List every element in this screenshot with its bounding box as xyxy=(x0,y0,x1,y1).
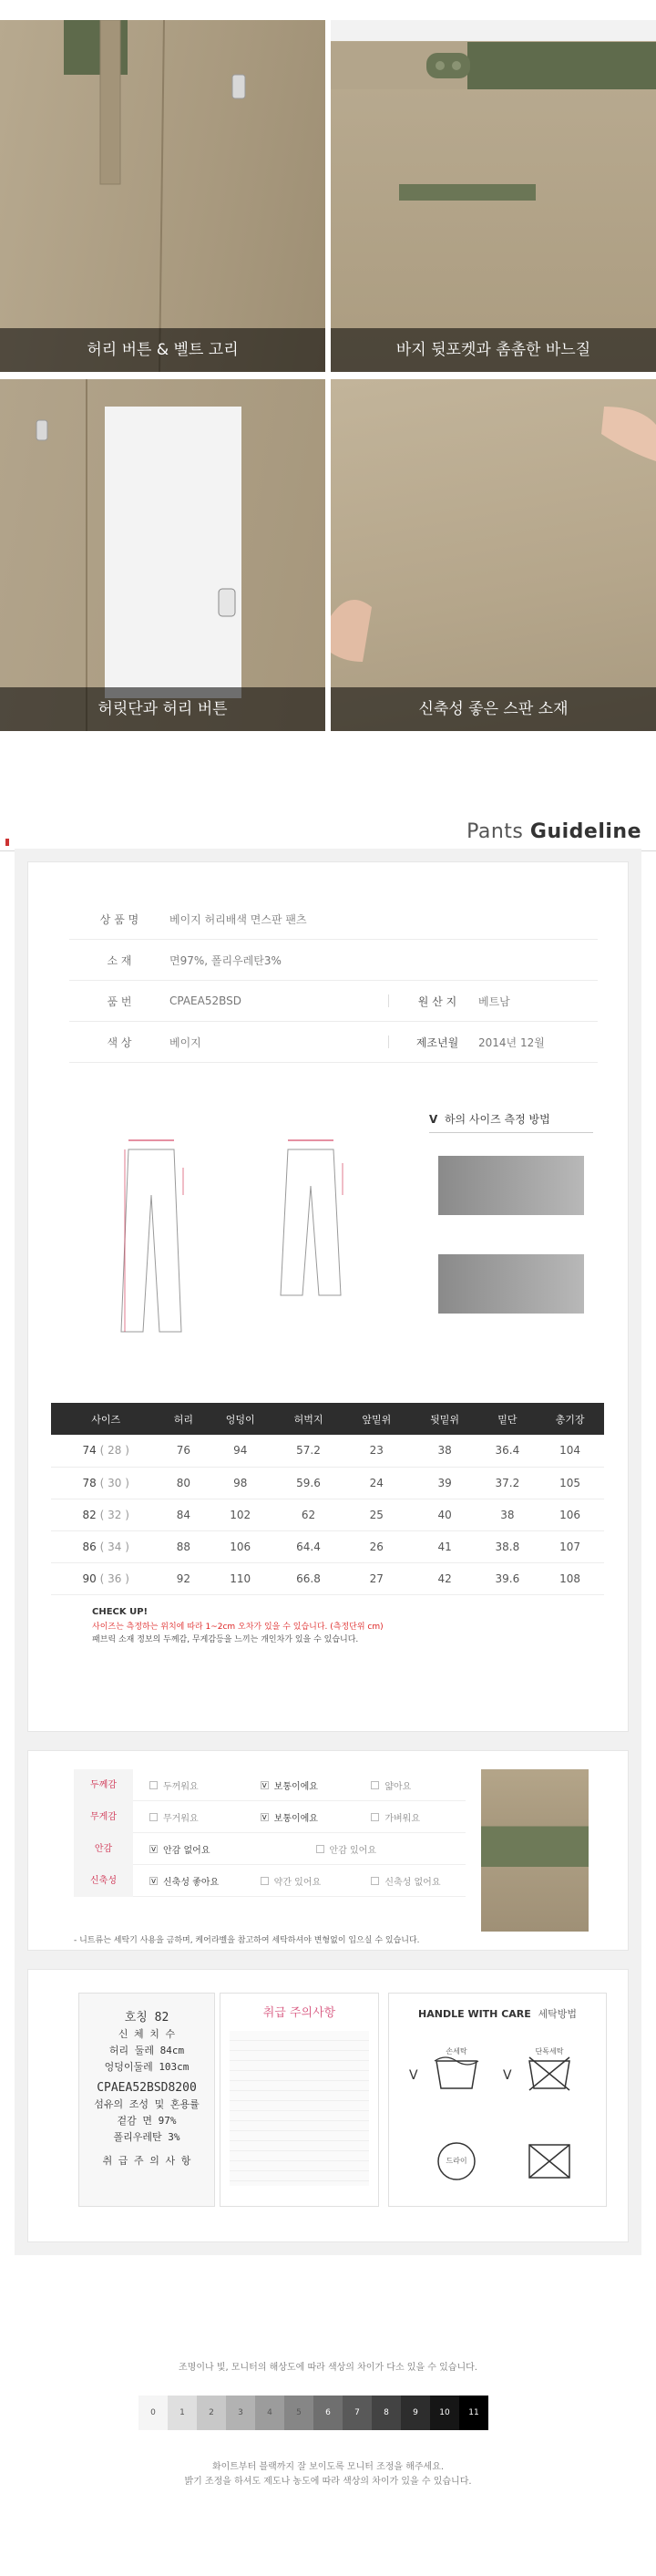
gray-step: 11 xyxy=(459,2396,488,2430)
spec-row: 상 품 명 베이지 허리배색 면스판 팬츠 xyxy=(69,899,598,940)
table-cell: 80 xyxy=(160,1467,206,1499)
size-table-header-cell: 사이즈 xyxy=(51,1403,160,1435)
checkbox-icon: v xyxy=(150,1876,157,1886)
measure-method-title: V 하의 사이즈 측정 방법 xyxy=(429,1113,550,1126)
table-row xyxy=(51,1530,604,1562)
checkbox-icon xyxy=(316,1845,324,1853)
spec-table xyxy=(69,899,598,1063)
detail-photo-grid xyxy=(0,0,656,729)
feel-label: 신축성 xyxy=(74,1865,133,1897)
table-row xyxy=(51,1499,604,1530)
checkbox-icon xyxy=(371,1877,379,1885)
gray-step: 6 xyxy=(313,2396,343,2430)
care-panel xyxy=(27,1969,629,2242)
table-cell: 36.4 xyxy=(479,1435,537,1467)
size-table-body xyxy=(51,1435,604,1594)
table-cell: 107 xyxy=(536,1530,604,1562)
guideline-title: Pants Guideline xyxy=(466,820,641,843)
photo-back-pocket xyxy=(331,20,656,372)
table-cell: 110 xyxy=(206,1562,274,1594)
gray-step: 10 xyxy=(430,2396,459,2430)
no-tumble-dry-icon xyxy=(526,2139,573,2183)
table-cell: 42 xyxy=(411,1562,479,1594)
feel-label: 안감 xyxy=(74,1833,133,1865)
checkbox-icon xyxy=(261,1877,269,1885)
color-scale-note: 화이트부터 블랙까지 잘 보이도록 모니터 조정을 해주세요. xyxy=(211,2462,445,2472)
gray-step: 0 xyxy=(138,2396,168,2430)
size-table-header-cell: 엉덩이 xyxy=(206,1403,274,1435)
fabric-feel-panel xyxy=(27,1750,629,1951)
table-cell: 105 xyxy=(536,1467,604,1499)
size-table-header-cell: 앞밑위 xyxy=(343,1403,411,1435)
table-cell: 39 xyxy=(411,1467,479,1499)
hand-wash-icon xyxy=(433,2050,480,2094)
table-row xyxy=(51,1467,604,1499)
feel-row xyxy=(74,1769,466,1801)
size-cell: 78 ( 30 ) xyxy=(51,1467,160,1499)
table-cell: 57.2 xyxy=(274,1435,343,1467)
feel-option: 가벼워요 xyxy=(354,1810,466,1824)
spec-panel xyxy=(27,861,629,1732)
feel-row xyxy=(74,1865,466,1897)
gray-step: 2 xyxy=(197,2396,226,2430)
handle-with-care-box: HANDLE WITH CARE 세탁방법 V 손세탁 V 단독세탁 드라이 xyxy=(388,1993,607,2207)
feel-option: 얇아요 xyxy=(354,1778,466,1792)
checkbox-icon xyxy=(371,1781,379,1789)
table-cell: 27 xyxy=(343,1562,411,1594)
guideline-divider xyxy=(0,850,656,851)
size-table-header-cell: 총기장 xyxy=(536,1403,604,1435)
feel-option: 무거워요 xyxy=(133,1810,244,1824)
table-cell: 92 xyxy=(160,1562,206,1594)
table-cell: 104 xyxy=(536,1435,604,1467)
size-cell: 86 ( 34 ) xyxy=(51,1530,160,1562)
feel-option: 신축성 없어요 xyxy=(354,1874,466,1888)
table-cell: 62 xyxy=(274,1499,343,1530)
grayscale-bar xyxy=(138,2396,488,2430)
knit-care-note: - 니트류는 세탁기 사용을 금하며, 케어라벨을 참고하여 세탁하셔야 변형없이 입으실 수 있습니다. xyxy=(74,1936,420,1945)
fabric-feel-table xyxy=(74,1769,466,1897)
measure-divider xyxy=(429,1132,593,1133)
waist-button-illustration xyxy=(0,20,325,372)
spec-row: 소 재 면97%, 폴리우레탄3% xyxy=(69,940,598,981)
table-cell: 108 xyxy=(536,1562,604,1594)
care-tag-photo: 호칭 82 신 체 치 수 허리 둘레 84cm 엉덩이둘레 103cm CPAEA52BSD8200 섬유의 조성 및 혼용률 겉감 면 97% 폴리우레탄 3% 취 급 주 의 사 항 xyxy=(78,1993,215,2207)
feel-option: 두꺼워요 xyxy=(133,1778,244,1792)
checkbox-icon: v xyxy=(150,1844,157,1854)
photo-caption: 신축성 좋은 스판 소재 xyxy=(331,687,656,731)
care-instructions-text xyxy=(230,2031,369,2186)
measure-photo-waist xyxy=(438,1156,584,1215)
color-scale-note: 밝기 조정을 하셔도 제도나 농도에 따라 색상의 차이가 있을 수 있습니다. xyxy=(184,2477,472,2487)
table-cell: 94 xyxy=(206,1435,274,1467)
checkbox-icon xyxy=(149,1781,158,1789)
table-cell: 26 xyxy=(343,1530,411,1562)
table-cell: 41 xyxy=(411,1530,479,1562)
photo-caption: 허리 버튼 & 벨트 고리 xyxy=(0,328,325,372)
table-cell: 76 xyxy=(160,1435,206,1467)
fabric-swatch-photo xyxy=(481,1769,589,1932)
table-cell: 64.4 xyxy=(274,1530,343,1562)
photo-stretch-fabric xyxy=(331,379,656,731)
size-table-header-cell: 밑단 xyxy=(479,1403,537,1435)
feel-row xyxy=(74,1833,466,1865)
size-cell: 90 ( 36 ) xyxy=(51,1562,160,1594)
size-table-header-cell: 허리 xyxy=(160,1403,206,1435)
feel-option: 안감 있어요 xyxy=(300,1842,466,1856)
feel-option: v 신축성 좋아요 xyxy=(150,1876,220,1888)
table-cell: 38 xyxy=(479,1499,537,1530)
feel-label: 두께감 xyxy=(74,1769,133,1801)
table-cell: 102 xyxy=(206,1499,274,1530)
measure-photo-thigh xyxy=(438,1254,584,1314)
checkbox-icon: v xyxy=(261,1812,267,1822)
gray-step: 1 xyxy=(168,2396,197,2430)
size-table-header-cell: 뒷밑위 xyxy=(411,1403,479,1435)
feel-row xyxy=(74,1801,466,1833)
separate-wash-icon xyxy=(526,2050,573,2094)
table-cell: 98 xyxy=(206,1467,274,1499)
spec-row: 품 번 CPAEA52BSD 원 산 지 베트남 xyxy=(69,981,598,1022)
feel-option: v 보통이에요 xyxy=(261,1780,318,1792)
gray-step: 7 xyxy=(343,2396,372,2430)
table-cell: 39.6 xyxy=(479,1562,537,1594)
table-cell: 25 xyxy=(343,1499,411,1530)
gray-step: 9 xyxy=(401,2396,430,2430)
checkbox-icon: v xyxy=(261,1780,267,1790)
color-scale-title: 조명이나 빛, 모니터의 해상도에 따라 색상의 차이가 다소 있을 수 있습니다. xyxy=(179,2363,477,2373)
table-row xyxy=(51,1562,604,1594)
feel-option: 약간 있어요 xyxy=(244,1874,355,1888)
gray-step: 8 xyxy=(372,2396,401,2430)
checkbox-icon xyxy=(371,1813,379,1821)
size-table-header xyxy=(51,1403,604,1435)
table-cell: 88 xyxy=(160,1530,206,1562)
guideline-marker xyxy=(5,839,9,846)
checkbox-icon xyxy=(149,1813,158,1821)
photo-waist-button xyxy=(0,20,325,372)
table-cell: 24 xyxy=(343,1467,411,1499)
size-cell: 82 ( 32 ) xyxy=(51,1499,160,1530)
table-cell: 106 xyxy=(536,1499,604,1530)
spec-row: 색 상 베이지 제조년월 2014년 12월 xyxy=(69,1022,598,1063)
gray-step: 3 xyxy=(226,2396,255,2430)
table-cell: 84 xyxy=(160,1499,206,1530)
feel-option: v 안감 없어요 xyxy=(150,1844,210,1856)
size-table xyxy=(51,1403,604,1595)
gray-step: 4 xyxy=(255,2396,284,2430)
size-table-header-cell: 허벅지 xyxy=(274,1403,343,1435)
photo-caption: 바지 뒷포켓과 촘촘한 바느질 xyxy=(331,328,656,372)
table-cell: 66.8 xyxy=(274,1562,343,1594)
check-up-notes: CHECK UP! 사이즈는 측정하는 위치에 따라 1~2cm 오차가 있을 수 있습니다. (측정단위 cm) 패브릭 소재 정보의 두께감, 무게감등을 느끼는 개인차가 있을 수 있습니다. xyxy=(92,1607,384,1644)
photo-caption: 허릿단과 허리 버튼 xyxy=(0,687,325,731)
waistband-illustration xyxy=(0,379,325,731)
gray-step: 5 xyxy=(284,2396,313,2430)
table-cell: 38 xyxy=(411,1435,479,1467)
feel-label: 무게감 xyxy=(74,1801,133,1833)
table-cell: 106 xyxy=(206,1530,274,1562)
size-cell: 74 ( 28 ) xyxy=(51,1435,160,1467)
table-cell: 40 xyxy=(411,1499,479,1530)
table-cell: 59.6 xyxy=(274,1467,343,1499)
care-instructions-photo: 취급 주의사항 xyxy=(220,1993,379,2207)
table-cell: 38.8 xyxy=(479,1530,537,1562)
feel-option: v 보통이에요 xyxy=(261,1812,318,1824)
pants-front-diagram xyxy=(92,1131,220,1341)
pants-back-diagram xyxy=(251,1131,379,1341)
back-pocket-illustration xyxy=(331,20,656,372)
stretch-fabric-illustration xyxy=(331,379,656,731)
photo-waistband xyxy=(0,379,325,731)
table-cell: 37.2 xyxy=(479,1467,537,1499)
table-row xyxy=(51,1435,604,1467)
table-cell: 23 xyxy=(343,1435,411,1467)
handle-with-care-title: HANDLE WITH CARE 세탁방법 xyxy=(418,2008,577,2020)
